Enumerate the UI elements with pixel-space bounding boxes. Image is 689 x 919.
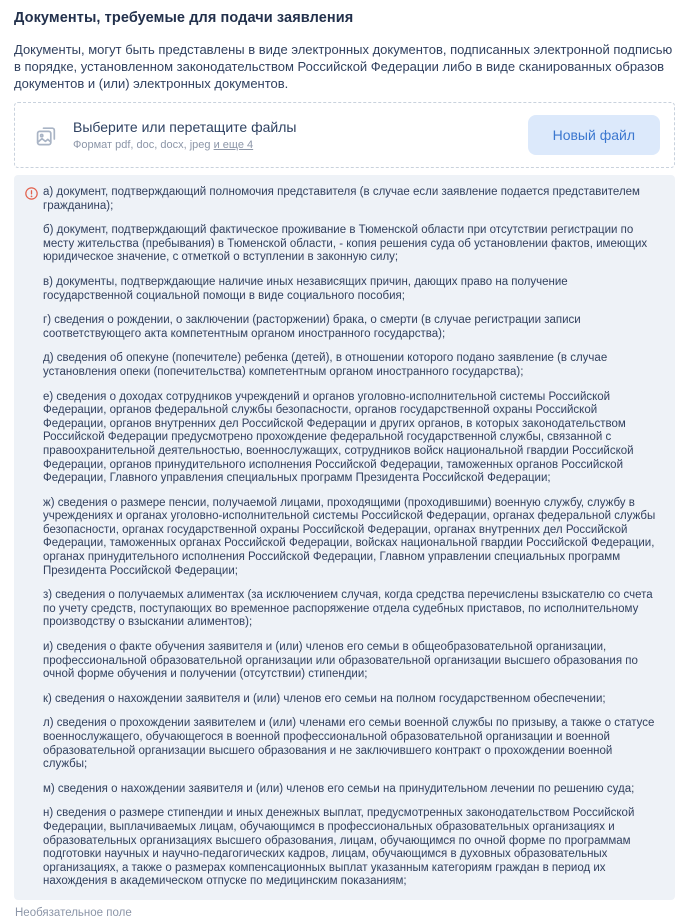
panel-icon-column [20,186,43,889]
list-item: б) документ, подтверждающий фактическое проживание в Тюменской области при отсутствии регистрации по месту жительства (пребывания) в Тюменской области, - копия решения суда об установлении фактов, имеющих юридическое значение, с отметкой о вступлении в законную силу; [43,224,648,264]
list-item: м) сведения о нахождении заявителя и (или) членов его семьи на принудительном лечении по решению суда; [43,782,635,795]
list-item: е) сведения о доходах сотрудников учреждений и органов уголовно-исполнительной системы Российской Федерации, органов федеральной службы безопасности, органов государственной охраны Российской Федерации, органов внутренних дел Российской Федерации и других органов, в которых законодательством Российской Федерации предусмотрено прохождение федеральной государственной службы, связанной с правоохранительной деятельностью, военнослужащих, сотрудников войск национальной гвардии Российской Федерации, органов принудительного исполнения Российской Федерации, таможенных органов Российской Федерации, Главного управления специальных программ Президента Российской Федерации; [43,390,634,485]
list-item: д) сведения об опекуне (попечителе) ребенка (детей), в отношении которого подано заявление (в случае установления опеки (попечительства) компетентным органом иностранного государства); [43,352,608,378]
list-item: н) сведения о размере стипендии и иных денежных выплат, предусмотренных законодательством Российской Федерации, выплачиваемых лицам, обучающимся в профессиональных образовательных организациях и образовательных организациях высшего образования, лицам, обучающимся по очной форме по программам подготовки научных и научно-педагогических кадров, лицам, обучающимся в духовных образовательных организациях, а также о размерах компенсационных выплат указанным категориям граждан в период их нахождения в академическом отпуске по медицинским показаниям; [43,807,635,888]
list-item: з) сведения о получаемых алиментах (за исключением случая, когда средства перечислены взыскателю со счета по учету средств, поступающих во временное распоряжение отдела судебных приставов, по исполнительному производству о взыскании алиментов); [43,589,653,629]
warning-icon [25,187,38,200]
list-item: в) документы, подтверждающие наличие иных независящих причин, дающих право на получение государственной социальной помощи в виде социального пособия; [43,275,568,302]
optional-field-note: Необязательное поле [15,906,132,919]
list-item: ж) сведения о размере пенсии, получаемой лицами, проходящими (проходившими) военную службу, службу в учреждениях и органах уголовно-исполнительной системы Российской Федерации, органах федеральной службы безопасности, органах государственной охраны Российской Федерации, органах внутренних дел Российской Федерации, таможенных органах Российской Федерации, войсках национальной гвардии Российской Федерации, органах принудительного исполнения Российской Федерации, Главном управлении специальных программ Президента Российской Федерации; [43,496,656,577]
new-file-button[interactable]: Новый файл [528,115,660,155]
intro-text: Документы, могут быть представлены в виде электронных документов, подписанных электронной подписью в порядке, установленном законодательством Российской Федерации либо в виде сканированных образов документов и (или) электронных документов. [14,42,673,91]
dropzone-text [73,119,296,151]
list-item: г) сведения о рождении, о заключении (расторжении) брака, о смерти (в случае регистрации записи соответствующего акта компетентным органом иностранного государства); [43,314,581,340]
dropzone-formats [73,139,296,151]
documents-list [43,186,657,889]
list-item: л) сведения о прохождении заявителем и (или) членами его семьи военной службы по призыву, а также о статусе военнослужащего, обучающегося в военной профессиональной образовательной организации и военной образовательной организации высшего образования и не заключившего контракт о прохождении военной службы; [43,717,655,771]
files-image-icon [33,122,60,149]
list-item: а) документ, подтверждающий полномочия представителя (в случае если заявление подается представителем гражданина); [43,186,640,212]
formats-more-link[interactable]: и еще 4 [213,139,254,151]
file-dropzone[interactable] [14,102,675,168]
list-item: к) сведения о нахождении заявителя и (или) членов его семьи на полном государственном обеспечении; [43,692,606,705]
formats-prefix: Формат pdf, doc, docx, jpeg [73,139,214,151]
page-title: Документы, требуемые для подачи заявления [14,10,354,26]
dropzone-title: Выберите или перетащите файлы [73,119,297,135]
required-documents-panel [14,175,675,900]
list-item: и) сведения о факте обучения заявителя и (или) членов его семьи в общеобразовательной организации, профессиональной образовательной организации или образовательной организации высшего образования по очной форме обучения и получении (отсутствии) стипендии; [43,641,638,681]
